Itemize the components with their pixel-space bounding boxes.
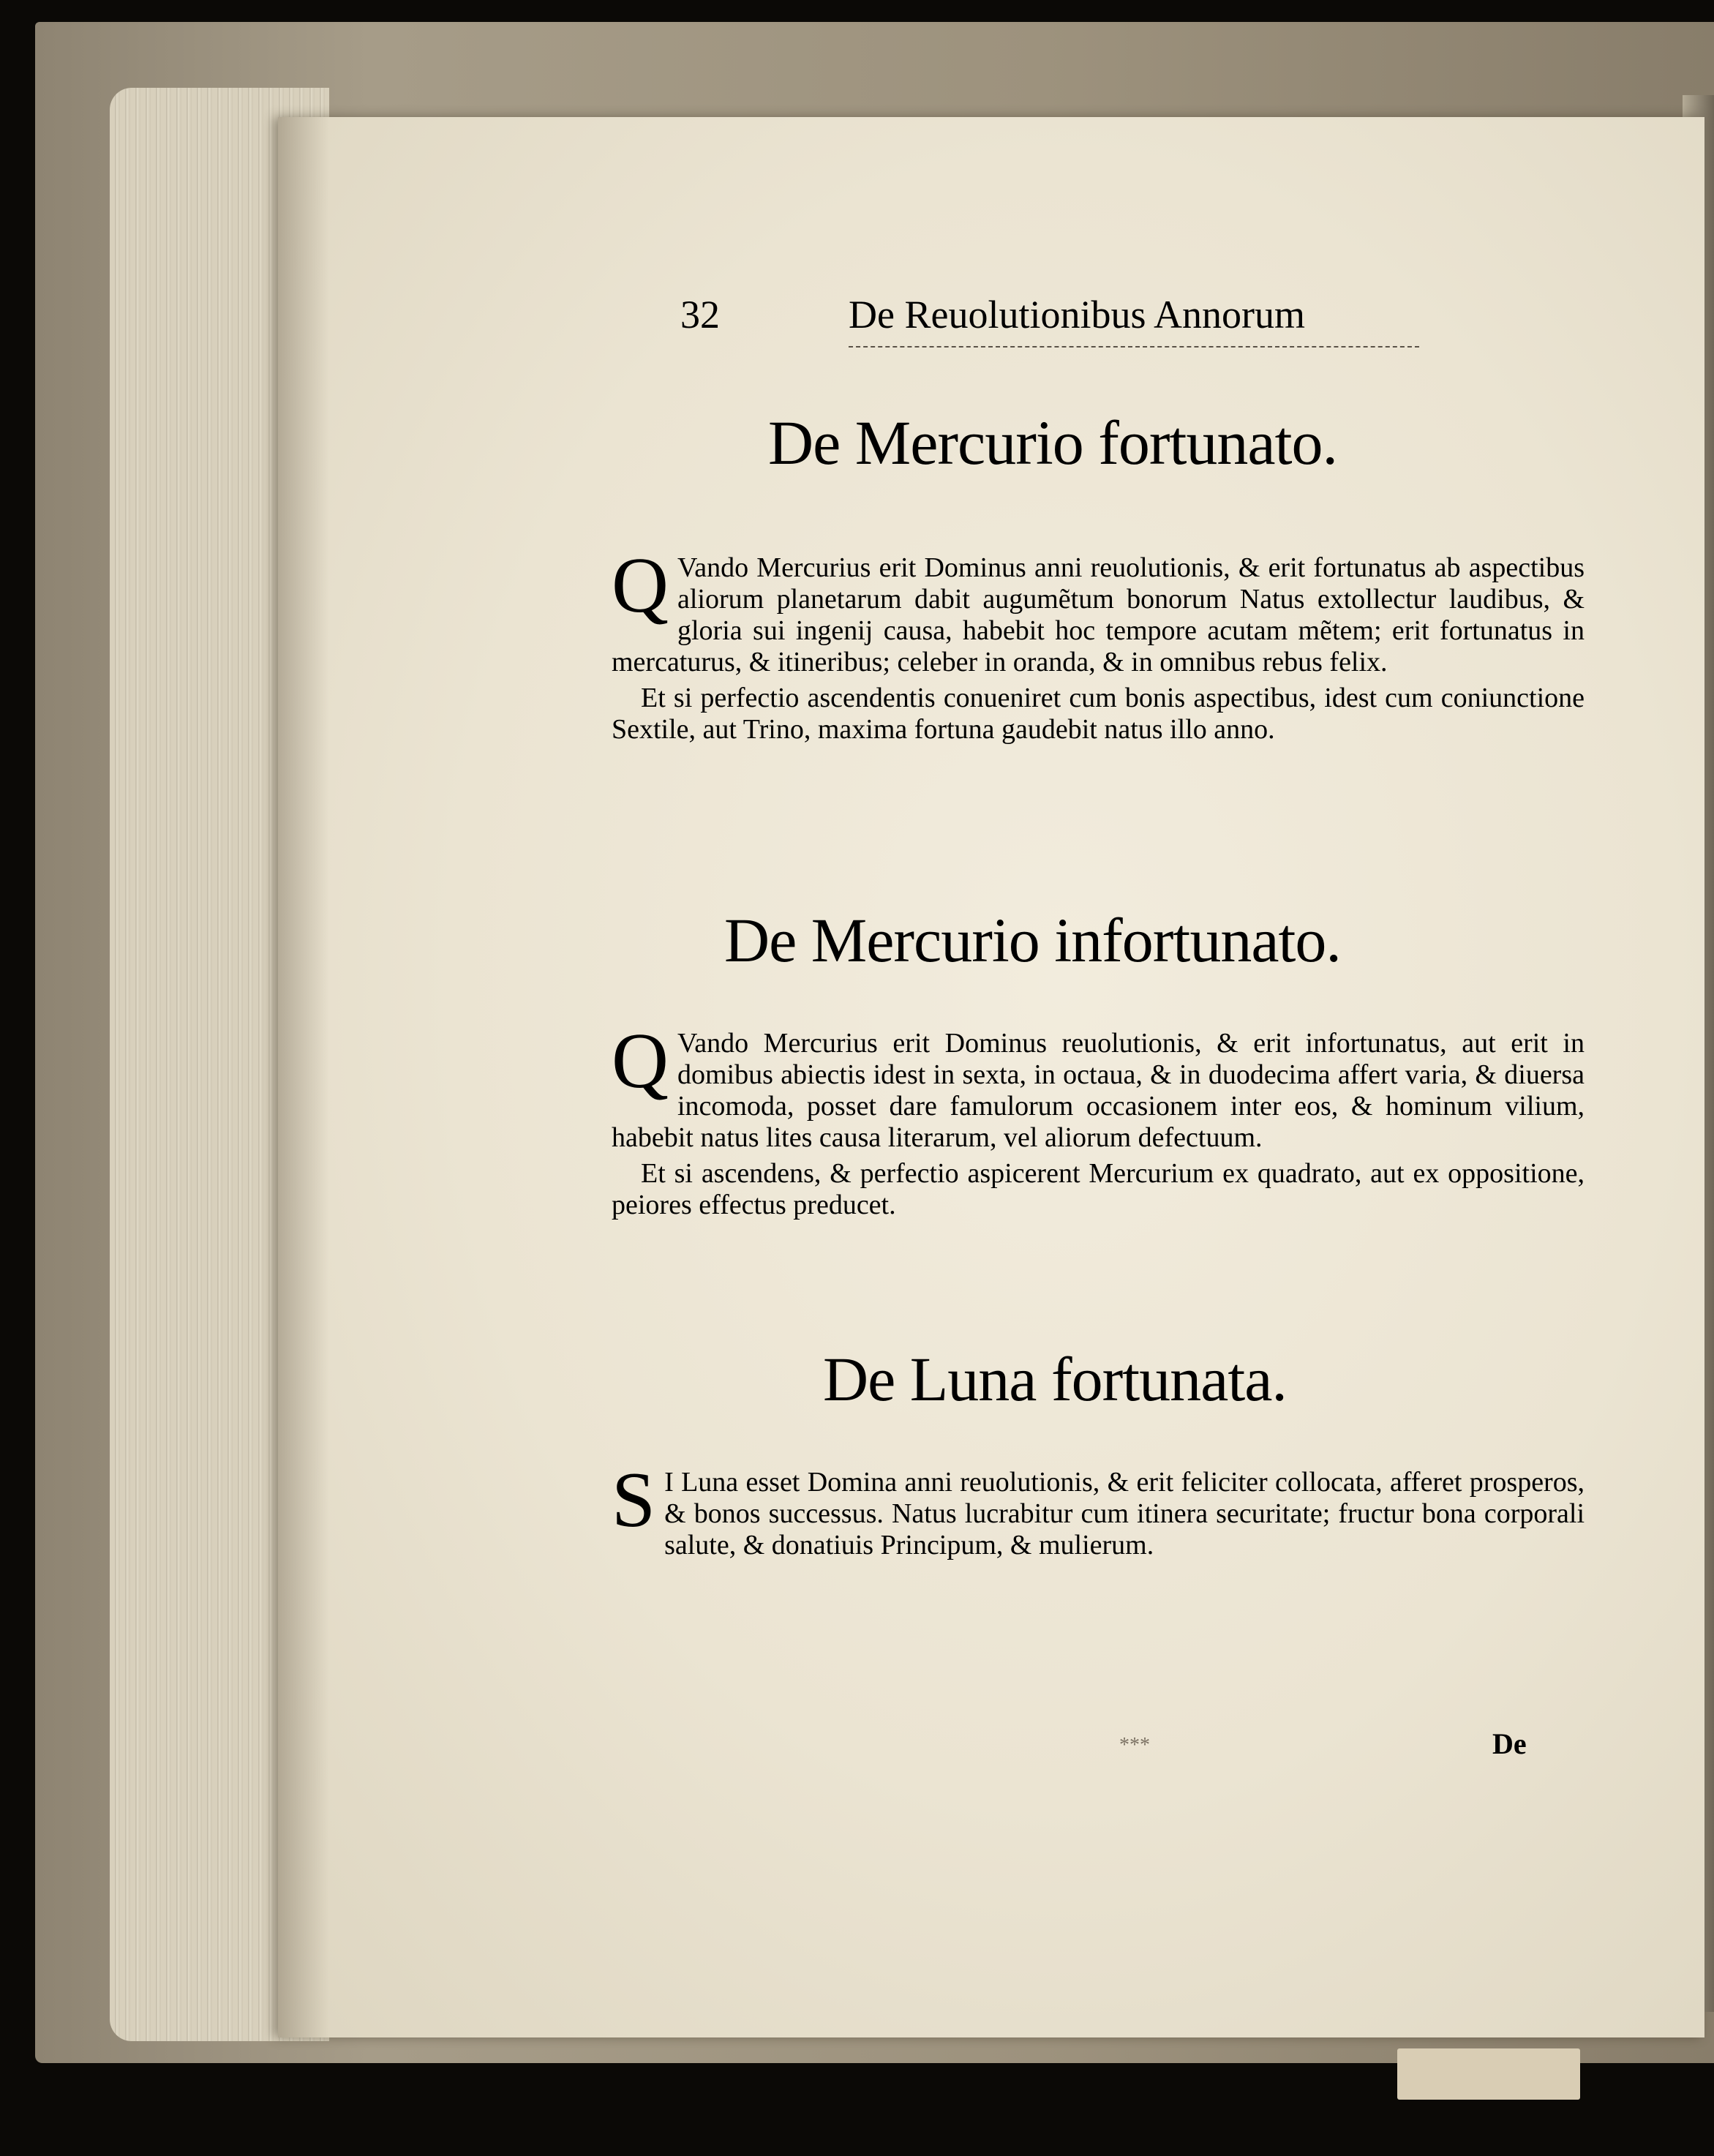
paragraph: Et si perfectio ascendentis conueniret cum bonis aspectibus, idest cum coniunctione Sextile, aut Trino, maxima fortuna gaudebit natus illo anno. <box>612 683 1585 745</box>
catchword: De <box>1492 1727 1527 1760</box>
running-head: De Reuolutionibus Annorum <box>849 293 1305 337</box>
paragraph-text: I Luna esset Domina anni reuolutionis, & erit feliciter collocata, afferet prosperos, & bonos successus. Natus lucrabitur cum itinera securitate; fructur bona corporali salute, & donatiuis Principum, & mulierum. <box>664 1467 1585 1560</box>
paragraph <box>612 1457 1585 1561</box>
header-rule <box>849 346 1419 348</box>
bookmark-tab <box>1397 2048 1580 2100</box>
page-number: 32 <box>680 293 720 337</box>
page-edge-shadow <box>278 117 329 2037</box>
paragraph-text: Vando Mercurius erit Dominus anni reuolutionis, & erit fortunatus ab aspectibus aliorum planetarum dabit augumẽtum bonorum Natus extollectur laudibus, & gloria sui ingenij causa, habebit hoc tempore acutam mẽtem; erit fortunatus in mercaturus, & itineribus; celeber in oranda, & in omnibus rebus felix. <box>612 552 1585 677</box>
page-header <box>680 289 1470 340</box>
signature-mark: *** <box>1119 1734 1150 1757</box>
drop-initial: Q <box>612 1018 669 1105</box>
paragraph <box>612 542 1585 678</box>
paragraph <box>612 1018 1585 1154</box>
section-mercurio-fortunato-text <box>612 542 1585 745</box>
section-heading-mercurio-infortunato: De Mercurio infortunato. <box>724 905 1341 975</box>
drop-initial: Q <box>612 542 669 629</box>
section-heading-mercurio-fortunato: De Mercurio fortunato. <box>768 407 1337 478</box>
section-luna-fortunata-text <box>612 1457 1585 1561</box>
paragraph: Et si ascendens, & perfectio aspicerent Mercurium ex quadrato, aut ex oppositione, peiores effectus preducet. <box>612 1158 1585 1220</box>
section-heading-luna-fortunata: De Luna fortunata. <box>823 1344 1287 1414</box>
drop-initial: S <box>612 1457 656 1544</box>
section-mercurio-infortunato-text <box>612 1018 1585 1221</box>
paragraph-text: Vando Mercurius erit Dominus reuolutionis, & erit infortunatus, aut erit in domibus abiectis idest in sexta, in octaua, & in duodecima affert varia, & diuersa incomoda, posset dare famulorum occasionem inter eos, & hominum vilium, habebit natus lites causa literarum, vel aliorum defectuum. <box>612 1028 1585 1153</box>
